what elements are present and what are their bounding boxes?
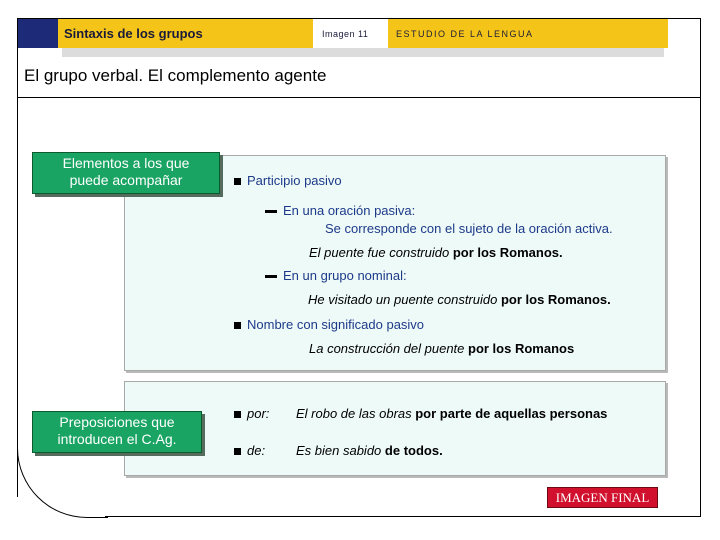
content-panel-prepositions	[124, 381, 666, 476]
example-text: He visitado un puente construido	[308, 292, 501, 307]
bullet-icon	[234, 411, 241, 418]
slide-frame-left	[17, 97, 20, 497]
dash-icon	[265, 275, 277, 278]
bullet-icon	[234, 322, 241, 329]
example-line	[296, 406, 607, 421]
header-accent	[18, 19, 58, 48]
sub-oracion-pasiva-detail: Se corresponde con el sujeto de la oración activa.	[325, 221, 613, 236]
preposition-por: por:	[247, 406, 270, 421]
label-line: puede acompañar	[69, 172, 183, 188]
example-text: Es bien sabido	[296, 443, 385, 458]
header-section-title: Sintaxis de los grupos	[64, 26, 203, 41]
slide-frame-right	[700, 97, 702, 517]
example-text: El puente fue construido	[309, 245, 453, 260]
dash-icon	[265, 210, 277, 213]
label-line: introducen el C.Ag.	[57, 431, 177, 447]
bullet-icon	[234, 178, 241, 185]
preposition-de: de:	[247, 443, 266, 458]
example-line	[309, 341, 574, 356]
item-participio-heading: Participio pasivo	[247, 173, 342, 188]
sub-oracion-pasiva: En una oración pasiva:	[283, 203, 416, 218]
sub-grupo-nominal: En un grupo nominal:	[283, 268, 407, 283]
header-shadow	[62, 48, 664, 57]
label-line: Preposiciones que	[59, 414, 175, 430]
page-title: El grupo verbal. El complemento agente	[24, 66, 327, 85]
imagen-final-button[interactable]: IMAGEN FINAL	[547, 487, 658, 508]
header-image-number: Imagen 11	[322, 29, 369, 39]
example-agent: por los Romanos.	[500, 292, 611, 307]
example-line	[309, 245, 563, 260]
example-agent: por los Romanos.	[452, 245, 563, 260]
slide-frame-bottom	[105, 516, 701, 517]
label-line: Elementos a los que	[62, 155, 190, 171]
example-line	[296, 443, 443, 458]
example-text: La construcción del puente	[309, 341, 468, 356]
example-line	[308, 292, 611, 307]
item-nombre-heading: Nombre con significado pasivo	[247, 317, 425, 332]
example-agent: por parte de aquellas personas	[415, 406, 608, 421]
bullet-icon	[234, 448, 241, 455]
label-elementos	[32, 152, 220, 194]
example-agent: por los Romanos	[468, 341, 575, 356]
label-preposiciones	[32, 411, 202, 453]
example-agent: de todos.	[384, 443, 443, 458]
example-text: El robo de las obras	[296, 406, 416, 421]
header-subject: ESTUDIO DE LA LENGUA	[396, 29, 534, 39]
